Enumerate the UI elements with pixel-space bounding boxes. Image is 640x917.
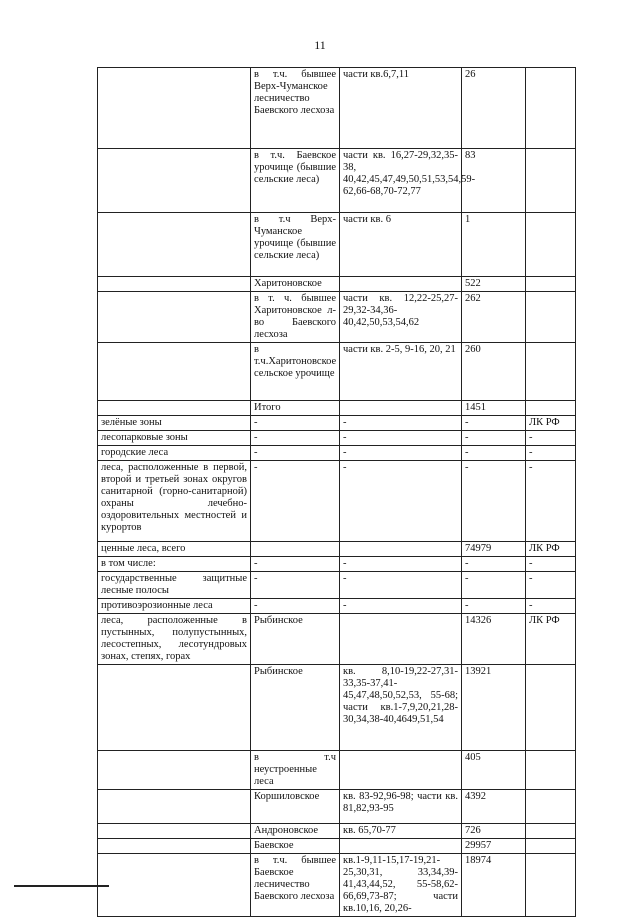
table-row <box>98 431 576 446</box>
table-cell <box>526 839 576 854</box>
table-cell <box>340 277 462 292</box>
table-cell: ЛК РФ <box>526 416 576 431</box>
table-cell: зелёные зоны <box>98 416 251 431</box>
table-row <box>98 401 576 416</box>
table-cell: - <box>526 572 576 599</box>
table-cell <box>526 854 576 917</box>
table-cell: кв. 8,10-19,22-27,31-33,35-37,41-45,47,48,50,52,53, 55-68; части кв.1-7,9,20,21,28-30,34,38-40,4649,51,54 <box>340 665 462 751</box>
table-cell <box>526 665 576 751</box>
table-cell: лесопарковые зоны <box>98 431 251 446</box>
table-cell: - <box>251 557 340 572</box>
table-cell: ценные леса, всего <box>98 542 251 557</box>
table-cell: Андроновское <box>251 824 340 839</box>
table-cell: в т.ч Верх-Чуманское урочище (бывшие сельские леса) <box>251 213 340 277</box>
table-row <box>98 68 576 149</box>
table-row <box>98 751 576 790</box>
table-cell <box>98 213 251 277</box>
table-cell: - <box>340 416 462 431</box>
table-cell <box>526 401 576 416</box>
table-cell: 83 <box>462 149 526 213</box>
table-cell: - <box>462 557 526 572</box>
table-cell: - <box>251 461 340 542</box>
table-cell: 29957 <box>462 839 526 854</box>
table-cell <box>526 277 576 292</box>
table-row <box>98 665 576 751</box>
table-cell: кв. 83-92,96-98; части кв. 81,82,93-95 <box>340 790 462 824</box>
table-cell <box>98 790 251 824</box>
page-number: 11 <box>314 38 326 52</box>
table-cell: - <box>526 461 576 542</box>
table-cell: - <box>251 431 340 446</box>
table-row <box>98 149 576 213</box>
table-cell: - <box>526 557 576 572</box>
table-cell: кв.1-9,11-15,17-19,21-25,30,31, 33,34,39-41,43,44,52, 55-58,62-66,69,73-87; части кв.10,16, 20,26- <box>340 854 462 917</box>
table-cell: - <box>251 416 340 431</box>
table-cell: части кв. 2-5, 9-16, 20, 21 <box>340 343 462 401</box>
table-cell: части кв.6,7,11 <box>340 68 462 149</box>
table-cell: - <box>251 446 340 461</box>
table-cell <box>526 824 576 839</box>
table-cell <box>251 542 340 557</box>
table-cell <box>526 149 576 213</box>
table-cell: ЛК РФ <box>526 614 576 665</box>
table-row <box>98 614 576 665</box>
table-cell <box>98 839 251 854</box>
table-cell: - <box>340 461 462 542</box>
table-cell: - <box>526 446 576 461</box>
table-cell: в т.ч.Харитоновское сельское урочище <box>251 343 340 401</box>
table-cell: - <box>462 446 526 461</box>
table-cell: Баевское <box>251 839 340 854</box>
table-cell: - <box>462 572 526 599</box>
table-cell: - <box>340 572 462 599</box>
table-cell <box>340 401 462 416</box>
table-cell: государственные защитные лесные полосы <box>98 572 251 599</box>
table-cell: противоэрозионные леса <box>98 599 251 614</box>
table-cell <box>526 292 576 343</box>
table-cell <box>526 751 576 790</box>
table-cell: части кв. 12,22-25,27-29,32-34,36-40,42,50,53,54,62 <box>340 292 462 343</box>
table-cell: в т.ч неустроенные леса <box>251 751 340 790</box>
table-cell <box>98 343 251 401</box>
table-row <box>98 292 576 343</box>
table-cell: в т.ч. бывшее Баевское лесничество Баевского лесхоза <box>251 854 340 917</box>
table-cell: в т.ч. бывшее Верх-Чуманское лесничество Баевского лесхоза <box>251 68 340 149</box>
table-cell: - <box>340 599 462 614</box>
table-cell: 4392 <box>462 790 526 824</box>
table-cell <box>98 292 251 343</box>
table-cell: городские леса <box>98 446 251 461</box>
table-cell <box>98 277 251 292</box>
table-cell: ЛК РФ <box>526 542 576 557</box>
table-cell: - <box>340 557 462 572</box>
table-cell: Итого <box>251 401 340 416</box>
table-cell: 13921 <box>462 665 526 751</box>
table-row <box>98 461 576 542</box>
table-cell: 262 <box>462 292 526 343</box>
table-cell <box>526 68 576 149</box>
table-row <box>98 446 576 461</box>
table-row <box>98 599 576 614</box>
table-cell <box>98 68 251 149</box>
table-cell: части кв. 6 <box>340 213 462 277</box>
table-cell <box>340 751 462 790</box>
table-cell: в т. ч. бывшее Харитоновское л-во Баевского лесхоза <box>251 292 340 343</box>
table-cell: в том числе: <box>98 557 251 572</box>
table-row <box>98 790 576 824</box>
table-cell <box>98 149 251 213</box>
table-cell <box>98 401 251 416</box>
table-row <box>98 824 576 839</box>
table-cell: - <box>251 599 340 614</box>
table-cell: Рыбинское <box>251 614 340 665</box>
table-cell: 522 <box>462 277 526 292</box>
table-row <box>98 277 576 292</box>
table-cell: - <box>340 446 462 461</box>
table-cell <box>98 854 251 917</box>
table-cell: - <box>526 599 576 614</box>
table-cell <box>526 790 576 824</box>
table-row <box>98 557 576 572</box>
table-cell: в т.ч. Баевское урочище (бывшие сельские леса) <box>251 149 340 213</box>
table-cell: Харитоновское <box>251 277 340 292</box>
table-cell: - <box>462 599 526 614</box>
table-row <box>98 839 576 854</box>
table-row <box>98 213 576 277</box>
table-row <box>98 416 576 431</box>
table-cell: - <box>462 431 526 446</box>
table-cell <box>340 542 462 557</box>
table-cell: 1451 <box>462 401 526 416</box>
table-cell: 1 <box>462 213 526 277</box>
table-cell: 26 <box>462 68 526 149</box>
table-cell: леса, расположенные в первой, второй и третьей зонах округов санитарной (горно-санитарной) охраны лечебно-оздоровительных местностей и курортов <box>98 461 251 542</box>
table-row <box>98 542 576 557</box>
table-cell <box>98 824 251 839</box>
table-cell: 74979 <box>462 542 526 557</box>
table-cell: части кв. 16,27-29,32,35-38, 40,42,45,47,49,50,51,53,54,59-62,66-68,70-72,77 <box>340 149 462 213</box>
table-row <box>98 572 576 599</box>
table-cell <box>98 751 251 790</box>
table-cell <box>340 614 462 665</box>
footnote-line <box>14 885 109 887</box>
table-cell: Рыбинское <box>251 665 340 751</box>
table-cell: - <box>251 572 340 599</box>
forest-table <box>97 67 576 917</box>
table-cell: Коршиловское <box>251 790 340 824</box>
table-row <box>98 854 576 917</box>
table-cell: - <box>526 431 576 446</box>
table-cell <box>526 343 576 401</box>
table-row <box>98 343 576 401</box>
table-cell: 14326 <box>462 614 526 665</box>
table-cell: 405 <box>462 751 526 790</box>
table-cell: 726 <box>462 824 526 839</box>
table-cell: леса, расположенные в пустынных, полупустынных, лесостепных, лесотундровых зонах, степях, горах <box>98 614 251 665</box>
table-cell <box>526 213 576 277</box>
table-cell: - <box>340 431 462 446</box>
table-cell: - <box>462 416 526 431</box>
table-cell: 260 <box>462 343 526 401</box>
table-cell: 18974 <box>462 854 526 917</box>
table-cell: - <box>462 461 526 542</box>
table-cell: кв. 65,70-77 <box>340 824 462 839</box>
table-cell <box>98 665 251 751</box>
table-cell <box>340 839 462 854</box>
